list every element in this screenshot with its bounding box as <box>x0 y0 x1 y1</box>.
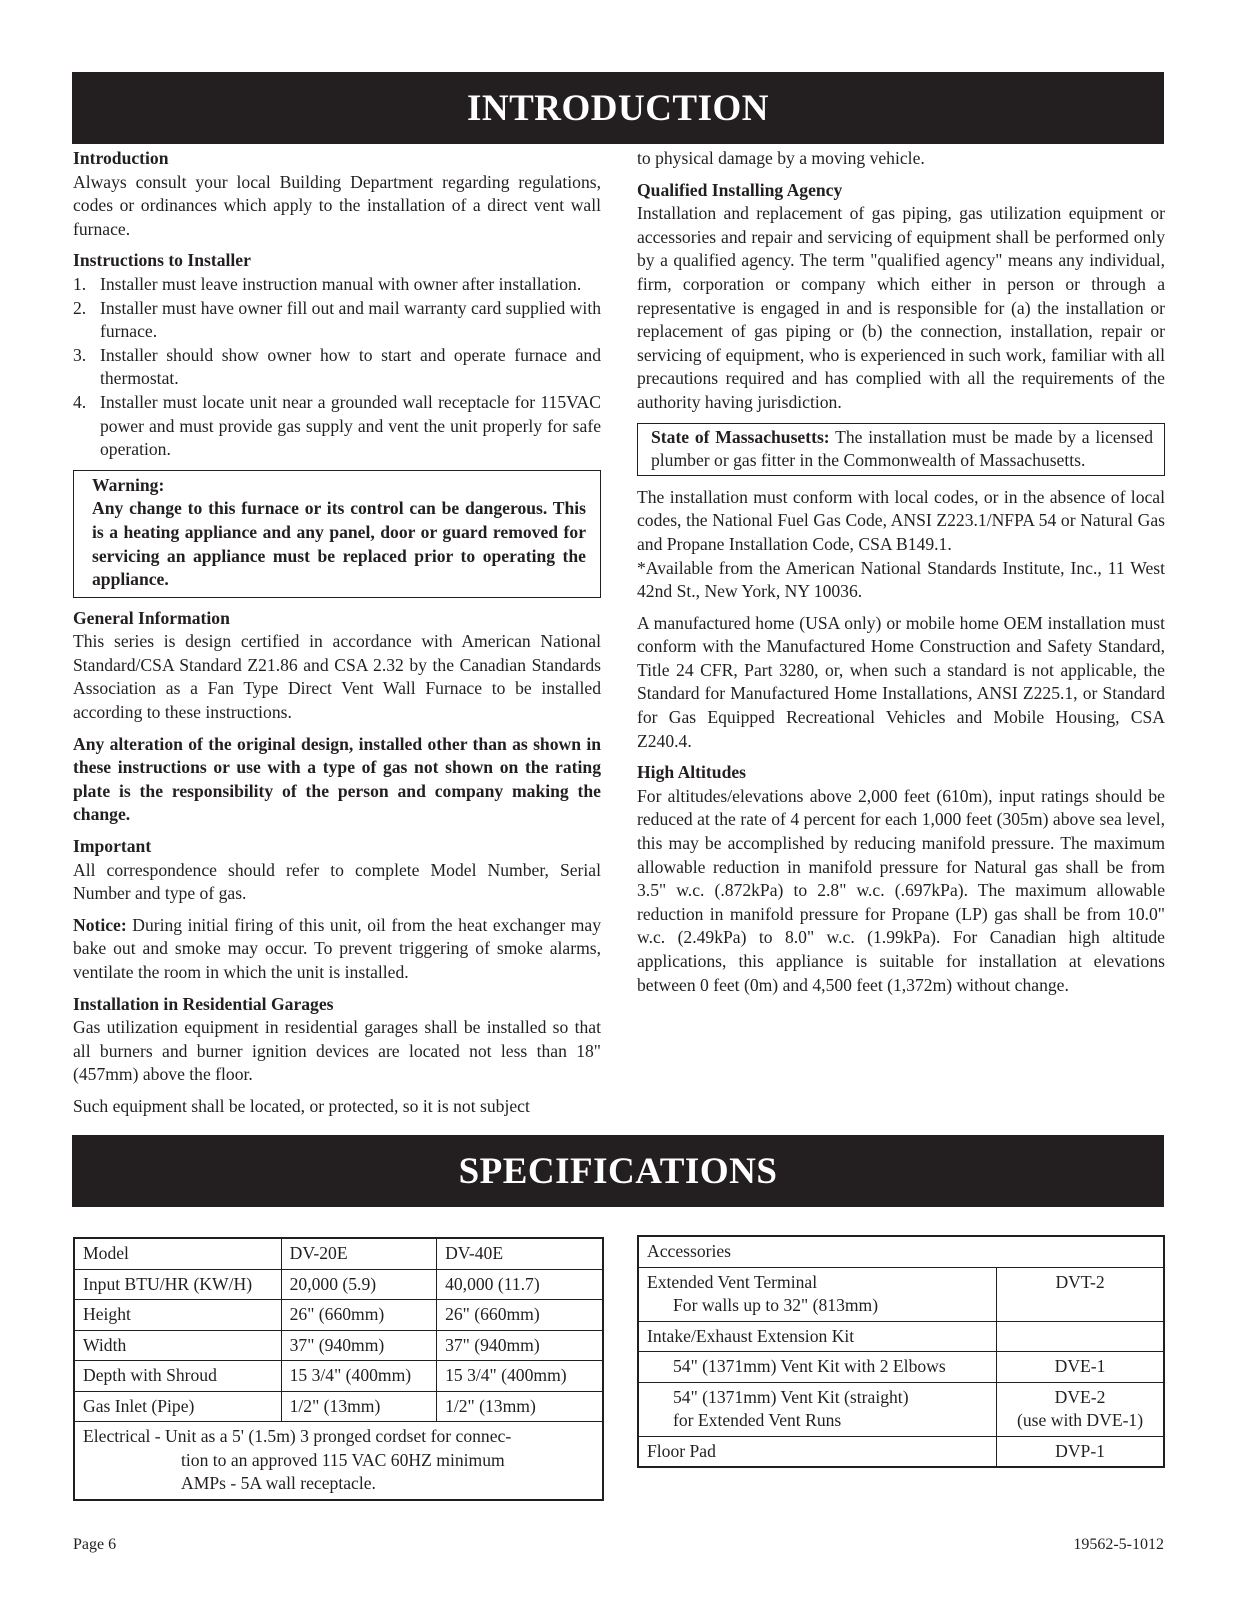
table-cell: Intake/Exhaust Extension Kit <box>638 1321 997 1352</box>
table-row <box>74 1269 603 1300</box>
warning-heading: Warning: <box>92 474 165 495</box>
important-heading: Important <box>73 836 152 857</box>
table-cell: 15 3/4" (400mm) <box>281 1361 436 1392</box>
table-row <box>74 1300 603 1331</box>
continued-text: to physical damage by a moving vehicle. <box>637 148 925 168</box>
electrical-line-1: Electrical - Unit as a 5' (1.5m) 3 pronged cordset for connec- <box>83 1426 512 1446</box>
table-cell: 37" (940mm) <box>281 1330 436 1361</box>
table-cell: 1/2" (13mm) <box>437 1391 603 1422</box>
table-row <box>638 1352 1164 1383</box>
table-cell <box>638 1267 997 1321</box>
codes-text: The installation must conform with local codes, or in the absence of local codes, the National Fuel Gas Code, ANSI Z223.1/NFPA 54 or Natural Gas and Propane Installation Code, CSA B149.1. <box>637 486 1165 554</box>
table-row <box>638 1321 1164 1352</box>
table-cell: 37" (940mm) <box>437 1330 603 1361</box>
introduction-text: Always consult your local Building Department regarding regulations, codes or ordinances which apply to the installation of a direct vent wall furnace. <box>73 171 601 239</box>
table-cell: Depth with Shroud <box>74 1361 281 1392</box>
table-row <box>638 1236 1164 1267</box>
table-cell: Floor Pad <box>638 1436 997 1467</box>
introduction-banner: INTRODUCTION <box>72 72 1164 144</box>
kit2-code: DVE-2 <box>1054 1386 1106 1407</box>
garages-text-continued: Such equipment shall be located, or protected, so it is not subject <box>73 1095 530 1116</box>
list-number: 1. <box>73 273 87 294</box>
table-row <box>74 1361 603 1392</box>
table-cell: Gas Inlet (Pipe) <box>74 1391 281 1422</box>
list-item <box>73 344 601 391</box>
notice-paragraph <box>73 914 601 985</box>
general-information-text: This series is design certified in accordance with American National Standard/CSA Standard Z21.86 and CSA 2.32 by the Canadian Standards Association as a Fan Type Direct Vent Wall Furnace to be installed according to these instructions. <box>73 631 601 723</box>
installer-instructions-heading: Instructions to Installer <box>73 250 251 271</box>
table-cell: DV-40E <box>437 1238 603 1269</box>
list-item-text: Installer must have owner fill out and mail warranty card supplied with furnace. <box>100 297 601 342</box>
table-cell: 40,000 (11.7) <box>437 1269 603 1300</box>
list-number: 2. <box>73 297 87 318</box>
kit2-label: 54" (1371mm) Vent Kit (straight) <box>673 1386 909 1407</box>
ext-terminal-label: Extended Vent Terminal <box>647 1271 818 1292</box>
list-item-text: Installer must leave instruction manual with owner after installation. <box>100 273 582 294</box>
alteration-notice: Any alteration of the original design, installed other than as shown in these instructions or use with a type of gas not shown on the rating plate is the responsibility of the person and company making the change. <box>73 733 601 825</box>
garages-text: Gas utilization equipment in residential garages shall be installed so that all burners and burner ignition devices are located not less than 18" (457mm) above the floor. <box>73 1017 601 1085</box>
warning-text: Any change to this furnace or its control can be dangerous. This is a heating appliance and any panel, door or guard removed for servicing an appliance must be replaced prior to operating the appliance. <box>92 498 586 590</box>
table-row <box>638 1267 1164 1321</box>
list-item-text: Installer must locate unit near a grounded wall receptacle for 115VAC power and must provide gas supply and vent the unit properly for safe operation. <box>100 391 601 460</box>
table-row <box>74 1238 603 1269</box>
document-number: 19562-5-1012 <box>1073 1536 1164 1553</box>
important-text: All correspondence should refer to complete Model Number, Serial Number and type of gas. <box>73 859 601 904</box>
list-item <box>73 297 601 344</box>
list-item <box>73 391 601 462</box>
high-altitudes-heading: High Altitudes <box>637 762 747 783</box>
table-row <box>638 1382 1164 1436</box>
accessories-header: Accessories <box>638 1236 1164 1267</box>
notice-text: During initial firing of this unit, oil from the heat exchanger may bake out and smoke may occur. To prevent triggering of smoke alarms, ventilate the room in which the unit is installed. <box>73 914 601 982</box>
table-cell <box>638 1352 997 1383</box>
specifications-table <box>73 1237 604 1501</box>
page-number: Page 6 <box>73 1536 117 1553</box>
table-cell: 20,000 (5.9) <box>281 1269 436 1300</box>
list-number: 4. <box>73 391 87 412</box>
table-cell: 15 3/4" (400mm) <box>437 1361 603 1392</box>
table-cell <box>997 1321 1164 1352</box>
massachusetts-text: The installation must be made by a licensed plumber or gas fitter in the Commonwealth of Massachusetts. <box>651 426 1153 471</box>
table-cell: 26" (660mm) <box>437 1300 603 1331</box>
manufactured-home-text: A manufactured home (USA only) or mobile home OEM installation must conform with the Manufactured Home Construction and Safety Standard, Title 24 CFR, Part 3280, or, when such a standard is not applicable, the Standard for Manufactured Home Installations, ANSI Z225.1, or Standard for Gas Equipped Recreational Vehicles and Mobile Housing, CSA Z240.4. <box>637 612 1165 751</box>
massachusetts-paragraph <box>651 426 1153 473</box>
ansi-text: *Available from the American National Standards Institute, Inc., 11 West 42nd St., New York, NY 10036. <box>637 557 1165 602</box>
massachusetts-box <box>637 423 1165 476</box>
ext-terminal-sub: For walls up to 32" (813mm) <box>673 1295 879 1315</box>
introduction-heading: Introduction <box>73 148 169 168</box>
electrical-cell <box>74 1422 603 1500</box>
left-column <box>73 147 601 1127</box>
table-cell: DVT-2 <box>997 1267 1164 1321</box>
list-number: 3. <box>73 344 87 365</box>
table-row <box>74 1422 603 1500</box>
garages-heading: Installation in Residential Garages <box>73 993 334 1014</box>
table-cell: DVP-1 <box>997 1436 1164 1467</box>
kit1-label: 54" (1371mm) Vent Kit with 2 Elbows <box>673 1356 946 1376</box>
table-cell: DVE-1 <box>997 1352 1164 1383</box>
electrical-line-3: AMPs - 5A wall receptacle. <box>181 1473 376 1493</box>
table-cell: Input BTU/HR (KW/H) <box>74 1269 281 1300</box>
table-cell <box>997 1382 1164 1436</box>
notice-label: Notice: <box>73 914 127 935</box>
electrical-line-2: tion to an approved 115 VAC 60HZ minimum <box>181 1449 505 1470</box>
high-altitudes-text: For altitudes/elevations above 2,000 feet (610m), input ratings should be reduced at the rate of 4 percent for each 1,000 feet (305m) above sea level, this may be accomplished by reducing manifold pressure. The maximum allowable reduction in manifold pressure for Natural gas shall be from 3.5" w.c. (.872kPa) to 2.8" w.c. (.697kPa). The maximum allowable reduction in manifold pressure for Propane (LP) gas shall be from 10.0" w.c. (2.49kPa) to 8.0" w.c. (1.99kPa). For Canadian high altitude applications, this appliance is suitable for installation at elevations between 0 feet (0m) and 4,500 feet (1,372m) without change. <box>637 785 1165 995</box>
table-cell: DV-20E <box>281 1238 436 1269</box>
massachusetts-label: State of Massachusetts: <box>651 426 830 447</box>
table-cell: 26" (660mm) <box>281 1300 436 1331</box>
list-item-text: Installer should show owner how to start and operate furnace and thermostat. <box>100 344 601 389</box>
installer-instructions-list <box>73 273 601 462</box>
kit2-code-sub: (use with DVE-1) <box>1017 1410 1144 1430</box>
table-row <box>638 1436 1164 1467</box>
table-cell: 1/2" (13mm) <box>281 1391 436 1422</box>
specifications-banner: SPECIFICATIONS <box>72 1135 1164 1207</box>
kit2-sub: for Extended Vent Runs <box>673 1410 842 1430</box>
accessories-table <box>637 1235 1165 1468</box>
table-cell <box>638 1382 997 1436</box>
table-row <box>74 1391 603 1422</box>
table-row <box>74 1330 603 1361</box>
general-information-heading: General Information <box>73 607 230 628</box>
list-item <box>73 273 601 297</box>
right-column <box>637 147 1165 1005</box>
qualified-agency-heading: Qualified Installing Agency <box>637 179 843 200</box>
table-cell: Height <box>74 1300 281 1331</box>
table-cell: Model <box>74 1238 281 1269</box>
warning-box <box>73 470 601 598</box>
qualified-agency-text: Installation and replacement of gas piping, gas utilization equipment or accessories and repair and servicing of equipment shall be performed only by a qualified agency. The term "qualified agency" means any individual, firm, corporation or company which either in person or through a representative is engaged in and is responsible for (a) the installation or replacement of gas piping or (b) the connection, installation, repair or servicing of equipment, who is experienced in such work, familiar with all precautions required and has complied with all the requirements of the authority having jurisdiction. <box>637 203 1165 412</box>
table-cell: Width <box>74 1330 281 1361</box>
